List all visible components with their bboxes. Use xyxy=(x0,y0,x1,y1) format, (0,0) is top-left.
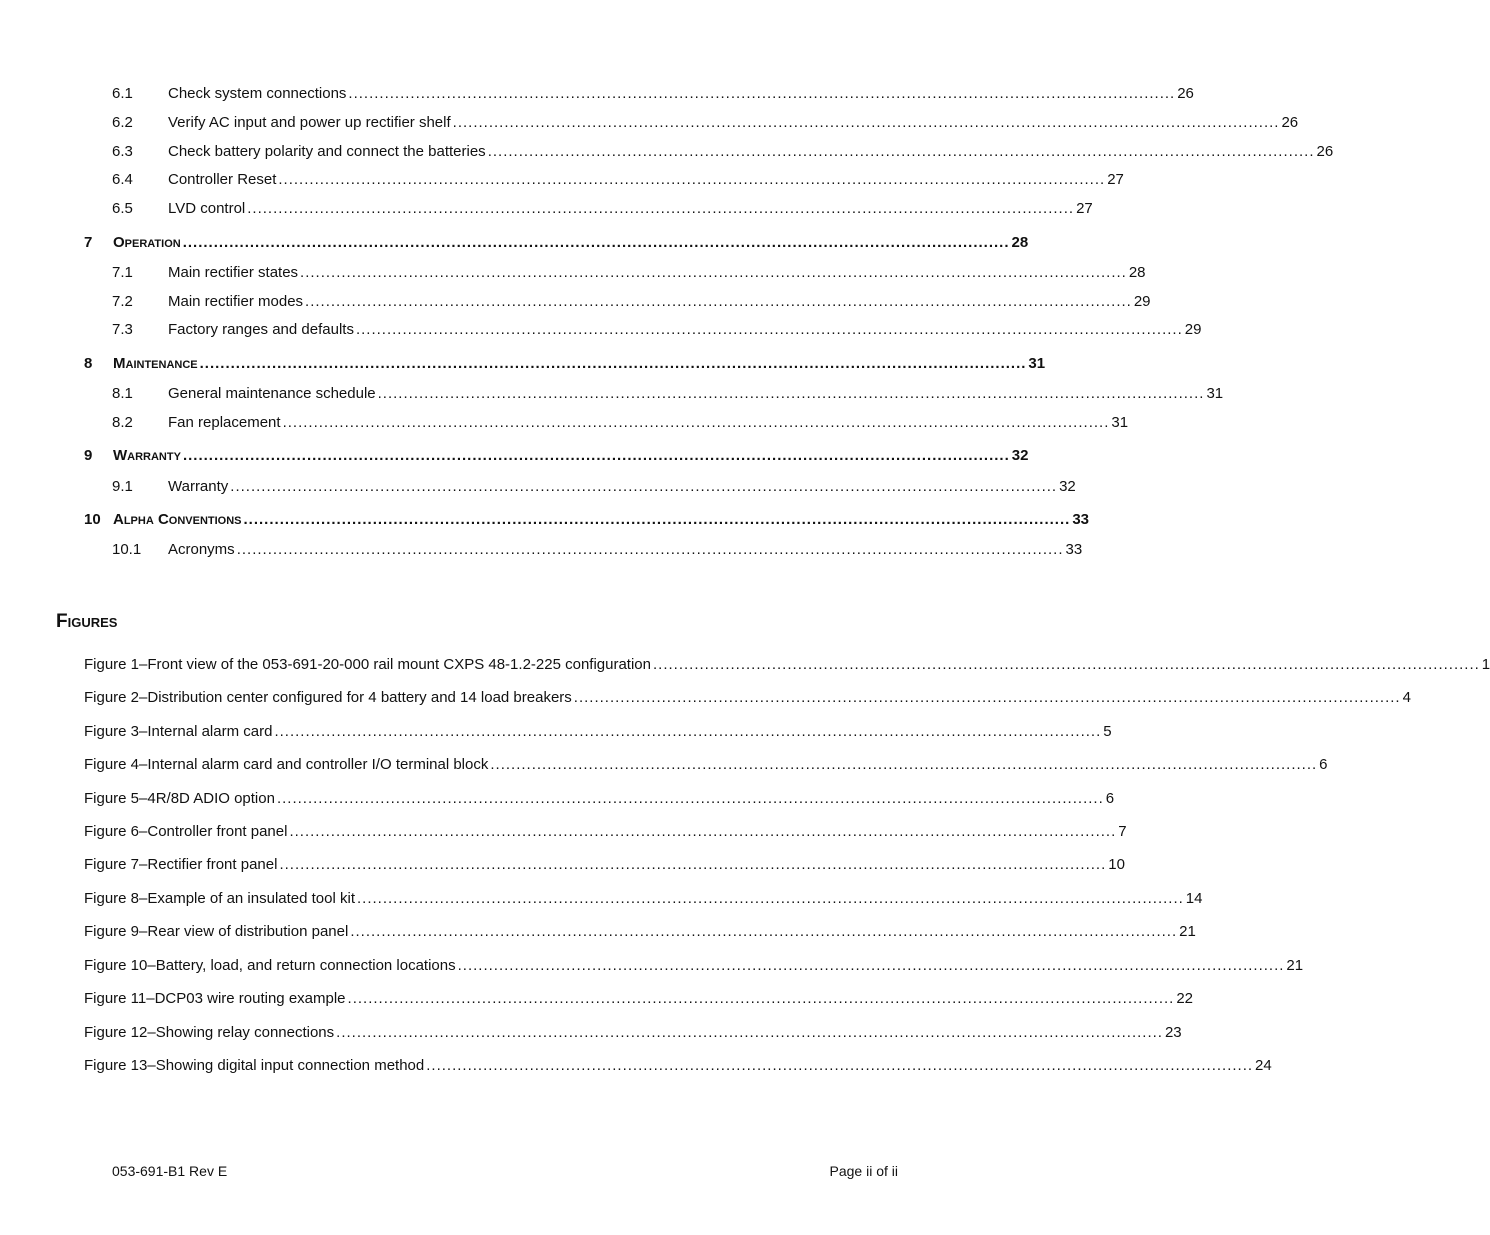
figure-entry-title: Figure 8–Example of an insulated tool kit xyxy=(84,890,355,907)
figure-entry[interactable]: Figure 10–Battery, load, and return connection locations ................................................................................................................................................................ 21 xyxy=(84,957,1304,974)
toc-entry[interactable]: 8.1 General maintenance schedule ................................................................................................................................................................ 31 xyxy=(112,385,1224,402)
toc-chapter-entry[interactable]: 7 Operation ................................................................................................................................................................ 28 xyxy=(84,234,1029,251)
figure-entry-title: Figure 4–Internal alarm card and controller I/O terminal block xyxy=(84,756,489,773)
figure-entry-title: Figure 5–4R/8D ADIO option xyxy=(84,790,275,807)
toc-entry[interactable]: 7.1 Main rectifier states ................................................................................................................................................................ 28 xyxy=(112,264,1146,281)
toc-entry-number: 9.1 xyxy=(112,478,133,495)
toc-entry-number: 7.1 xyxy=(112,264,133,281)
figure-entry[interactable]: Figure 2–Distribution center configured for 4 battery and 14 load breakers ................................................................................................................................................................ 4 xyxy=(84,689,1411,706)
toc-entry[interactable]: 10.1 Acronyms ................................................................................................................................................................ 33 xyxy=(112,541,1083,558)
figure-entry-page: 5 xyxy=(1103,723,1112,740)
figure-entry[interactable]: Figure 9–Rear view of distribution panel ................................................................................................................................................................ 21 xyxy=(84,923,1196,940)
figure-entry[interactable]: Figure 12–Showing relay connections ................................................................................................................................................................ 23 xyxy=(84,1024,1182,1041)
figure-entry-page: 1 xyxy=(1481,656,1490,673)
figure-entry-title: Figure 11–DCP03 wire routing example xyxy=(84,990,346,1007)
figure-entry-title: Figure 2–Distribution center configured for 4 battery and 14 load breakers xyxy=(84,689,572,706)
toc-entry[interactable]: 6.4 Controller Reset ................................................................................................................................................................ 27 xyxy=(112,171,1124,188)
toc-entry-page: 26 xyxy=(1316,143,1334,160)
figure-entry-title: Figure 7–Rectifier front panel xyxy=(84,856,278,873)
figure-entry-page: 4 xyxy=(1402,689,1411,706)
toc-entry-page: 28 xyxy=(1011,234,1029,251)
toc-entry-title: Warranty xyxy=(168,478,229,495)
toc-entry-page: 26 xyxy=(1177,85,1194,102)
toc-entry-number: 7.2 xyxy=(112,293,133,310)
figure-entry[interactable]: Figure 7–Rectifier front panel ................................................................................................................................................................ 10 xyxy=(84,856,1125,873)
toc-entry-title: Controller Reset xyxy=(168,171,277,188)
figure-entry[interactable]: Figure 13–Showing digital input connection method ................................................................................................................................................................ 24 xyxy=(84,1057,1272,1074)
toc-entry-title: LVD control xyxy=(168,200,246,217)
toc-entry-page: 29 xyxy=(1184,321,1202,338)
toc-entry[interactable]: 7.2 Main rectifier modes ................................................................................................................................................................ 29 xyxy=(112,293,1151,310)
toc-entry-title: Acronyms xyxy=(168,541,235,558)
toc-chapter-entry[interactable]: 10 Alpha Conventions ................................................................................................................................................................ 33 xyxy=(84,511,1089,528)
footer-document-id: 053-691-B1 Rev E xyxy=(112,1163,228,1179)
figure-entry-page: 7 xyxy=(1118,823,1127,840)
toc-entry-title: Alpha Conventions xyxy=(113,511,242,528)
figure-entry-title: Figure 10–Battery, load, and return connection locations xyxy=(84,957,456,974)
figure-entry-title: Figure 3–Internal alarm card xyxy=(84,723,273,740)
figure-entry-page: 21 xyxy=(1179,923,1196,940)
figure-entry[interactable]: Figure 3–Internal alarm card ................................................................................................................................................................ 5 xyxy=(84,723,1112,740)
toc-entry-number: 8.1 xyxy=(112,385,133,402)
toc-entry[interactable]: 6.2 Verify AC input and power up rectifier shelf ................................................................................................................................................................ 26 xyxy=(112,114,1299,131)
figure-entry[interactable]: Figure 1–Front view of the 053-691-20-000 rail mount CXPS 48-1.2-225 configuration ................................................................................................................................................................ 1 xyxy=(84,656,1490,673)
toc-entry[interactable]: 8.2 Fan replacement ................................................................................................................................................................ 31 xyxy=(112,414,1129,431)
toc-entry[interactable]: 9.1 Warranty ................................................................................................................................................................ 32 xyxy=(112,478,1076,495)
toc-entry-title: Main rectifier modes xyxy=(168,293,304,310)
toc-entry-number: 9 xyxy=(84,447,93,464)
figure-entry[interactable]: Figure 6–Controller front panel ................................................................................................................................................................ 7 xyxy=(84,823,1127,840)
figure-entry[interactable]: Figure 5–4R/8D ADIO option ................................................................................................................................................................ 6 xyxy=(84,790,1115,807)
figure-entry-page: 14 xyxy=(1185,890,1203,907)
toc-entry-page: 33 xyxy=(1065,541,1083,558)
figure-entry-page: 6 xyxy=(1319,756,1328,773)
toc-entry-page: 27 xyxy=(1076,200,1093,217)
toc-entry-title: General maintenance schedule xyxy=(168,385,376,402)
toc-entry-title: Check battery polarity and connect the batteries xyxy=(168,143,486,160)
toc-entry-number: 6.3 xyxy=(112,143,133,160)
toc-entry-page: 31 xyxy=(1111,414,1129,431)
figure-entry-title: Figure 6–Controller front panel xyxy=(84,823,288,840)
toc-entry-number: 7.3 xyxy=(112,321,133,338)
toc-chapter-entry[interactable]: 9 Warranty ................................................................................................................................................................ 32 xyxy=(84,447,1029,464)
toc-entry-number: 6.1 xyxy=(112,85,133,102)
toc-entry-page: 31 xyxy=(1028,355,1046,372)
toc-entry-number: 8.2 xyxy=(112,414,133,431)
figure-entry-title: Figure 12–Showing relay connections xyxy=(84,1024,335,1041)
toc-entry-page: 32 xyxy=(1011,447,1029,464)
footer-page-number: Page ii of ii xyxy=(829,1163,898,1179)
toc-entry[interactable]: 6.3 Check battery polarity and connect the batteries ................................................................................................................................................................ 26 xyxy=(112,143,1334,160)
toc-entry-title: Main rectifier states xyxy=(168,264,299,281)
toc-entry[interactable]: 7.3 Factory ranges and defaults ................................................................................................................................................................ 29 xyxy=(112,321,1202,338)
toc-entry-page: 33 xyxy=(1072,511,1089,528)
toc-chapter-entry[interactable]: 8 Maintenance ................................................................................................................................................................ 31 xyxy=(84,355,1046,372)
toc-entry-page: 27 xyxy=(1107,171,1124,188)
toc-entry-title: Fan replacement xyxy=(168,414,281,431)
toc-entry-title: Factory ranges and defaults xyxy=(168,321,354,338)
toc-entry-title: Operation xyxy=(113,234,181,251)
toc-entry-page: 31 xyxy=(1206,385,1224,402)
figure-entry-title: Figure 1–Front view of the 053-691-20-000 rail mount CXPS 48-1.2-225 configuration xyxy=(84,656,651,673)
figures-heading: Figures xyxy=(56,611,118,632)
toc-entry-number: 10 xyxy=(84,511,101,528)
toc-entry-page: 32 xyxy=(1059,478,1076,495)
figure-entry-page: 22 xyxy=(1176,990,1194,1007)
figure-entry-page: 23 xyxy=(1164,1024,1182,1041)
toc-entry[interactable]: 6.1 Check system connections ................................................................................................................................................................ 26 xyxy=(112,85,1194,102)
toc-entry-number: 7 xyxy=(84,234,93,251)
figure-entry-page: 10 xyxy=(1108,856,1125,873)
toc-entry-page: 29 xyxy=(1133,293,1151,310)
toc-entry-number: 6.4 xyxy=(112,171,133,188)
toc-entry-title: Maintenance xyxy=(113,355,198,372)
toc-entry-page: 28 xyxy=(1128,264,1146,281)
figure-entry-title: Figure 9–Rear view of distribution panel xyxy=(84,923,349,940)
toc-entry-title: Warranty xyxy=(113,447,181,464)
toc-entry-number: 6.2 xyxy=(112,114,133,131)
figure-entry-title: Figure 13–Showing digital input connection method xyxy=(84,1057,425,1074)
toc-entry[interactable]: 6.5 LVD control ................................................................................................................................................................ 27 xyxy=(112,200,1093,217)
figure-entry[interactable]: Figure 11–DCP03 wire routing example ................................................................................................................................................................ 22 xyxy=(84,990,1194,1007)
figure-entry-page: 6 xyxy=(1105,790,1115,807)
figure-entry[interactable]: Figure 4–Internal alarm card and controller I/O terminal block ................................................................................................................................................................ 6 xyxy=(84,756,1328,773)
toc-entry-number: 6.5 xyxy=(112,200,133,217)
toc-entry-page: 26 xyxy=(1281,114,1299,131)
figure-entry-page: 24 xyxy=(1255,1057,1272,1074)
figure-entry[interactable]: Figure 8–Example of an insulated tool kit ................................................................................................................................................................ 14 xyxy=(84,890,1203,907)
figure-entry-page: 21 xyxy=(1286,957,1304,974)
toc-entry-title: Verify AC input and power up rectifier shelf xyxy=(168,114,451,131)
toc-entry-number: 10.1 xyxy=(112,541,142,558)
toc-entry-title: Check system connections xyxy=(168,85,347,102)
toc-entry-number: 8 xyxy=(84,355,93,372)
